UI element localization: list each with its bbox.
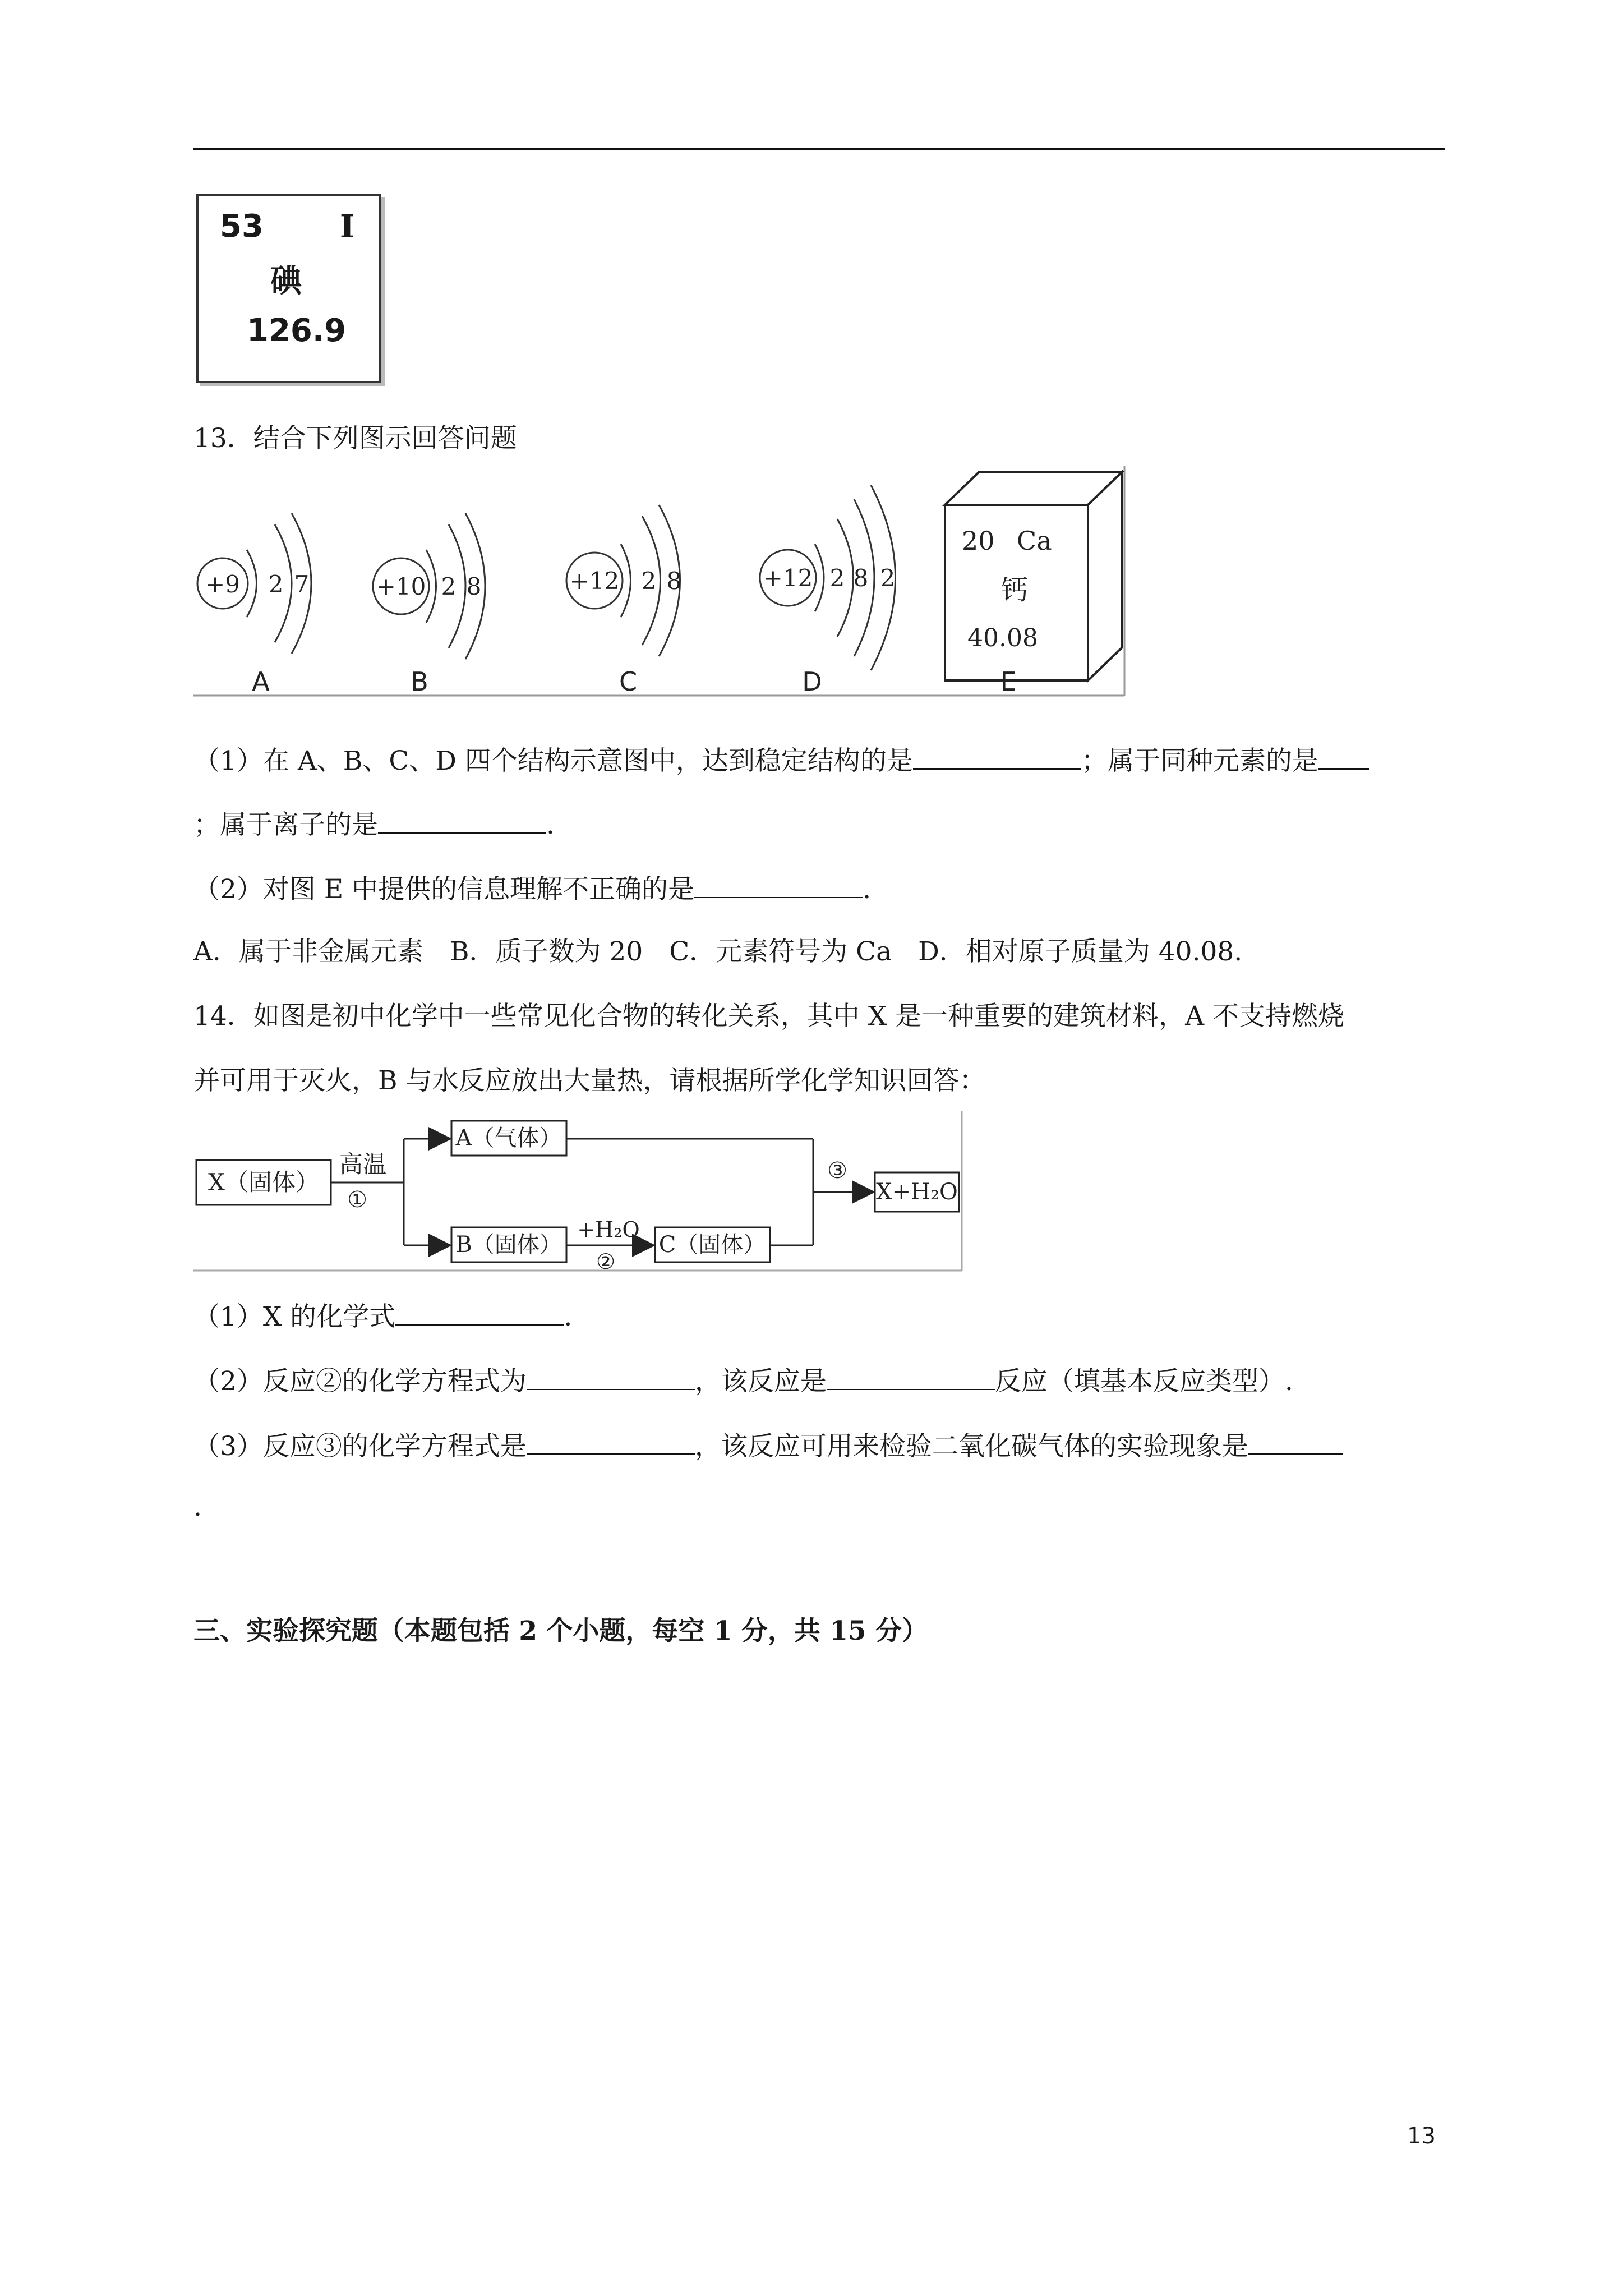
flow-step-1: ① [347,1187,367,1213]
atom-d-diagram [760,485,896,670]
flow-a-box: A（气体） [455,1125,562,1151]
flow-step-2: ② [596,1249,616,1273]
answer-blank-reaction2-equation[interactable] [527,1364,695,1390]
calcium-symbol: Ca [1017,526,1052,556]
section3-heading: 三、实验探究题（本题包括 2 个小题，每空 1 分，共 15 分） [193,1616,928,1646]
q14-part3: （3）反应③的化学方程式是 ，该反应可用来检验二氧化碳气体的实验现象是 [193,1429,1343,1464]
flow-step-3: ③ [827,1158,847,1184]
answer-blank-same-element[interactable] [1318,743,1369,770]
iodine-name: 碘 [270,263,302,300]
label-e: E [1000,666,1017,697]
flow-product-box: X+H₂O [876,1179,958,1205]
answer-blank-stable[interactable] [913,743,1081,770]
calcium-name: 钙 [1001,574,1029,606]
q13-part1-line2: ；属于离子的是 . [193,808,555,842]
q14-part2: （2）反应②的化学方程式为 ，该反应是 反应（填基本反应类型）. [193,1364,1293,1398]
calcium-atomic-number: 20 [962,526,995,556]
atom-b-diagram [373,513,485,659]
q13-options: A．属于非金属元素 B．质子数为 20 C．元素符号为 Ca D．相对原子质量为 40.08. [193,936,1243,967]
atomic-structure-diagrams [193,466,1130,701]
calcium-atomic-mass: 40.08 [967,624,1038,652]
atom-d-shell-1: 2 [829,564,845,592]
answer-blank-reaction3-equation[interactable] [527,1429,695,1455]
label-c: C [619,666,638,697]
iodine-element-card [196,194,381,383]
label-d: D [802,666,822,697]
atom-a-diagram [197,513,311,654]
atom-d-shell-3: 2 [880,564,896,592]
q13-part1-line1: （1）在 A、B、C、D 四个结构示意图中，达到稳定结构的是 ；属于同种元素的是 [193,743,1369,778]
flow-high-temp: 高温 [339,1151,387,1178]
flow-add-water: +H₂O [577,1217,640,1242]
header-rule [193,148,1445,150]
atom-a-shell-2: 7 [294,570,310,598]
atom-b-nucleus: +10 [376,573,426,600]
flow-c-box: C（固体） [658,1232,766,1258]
flow-x-box: X（固体） [208,1168,319,1196]
answer-blank-co2-phenomenon[interactable] [1248,1429,1343,1455]
element-e-cube [945,472,1122,680]
atom-c-shell-2: 8 [666,567,682,595]
atom-c-diagram [566,505,681,656]
flow-b-box: B（固体） [455,1232,562,1258]
q14-title-line2: 并可用于灭火，B 与水反应放出大量热，请根据所学化学知识回答： [193,1065,986,1096]
answer-blank-ion[interactable] [378,808,546,834]
atom-c-nucleus: +12 [569,567,620,595]
atom-a-shell-1: 2 [268,570,284,598]
atom-a-nucleus: +9 [205,570,240,598]
q13-title: 13．结合下列图示回答问题 [193,423,517,454]
label-b: B [411,666,428,697]
iodine-atomic-number: 53 [220,208,264,245]
q14-part3-end: . [193,1492,202,1522]
answer-blank-reaction-type[interactable] [827,1364,995,1390]
atom-c-shell-1: 2 [641,567,657,595]
iodine-atomic-mass: 126.9 [247,312,347,349]
q14-part1: （1）X 的化学式 . [193,1300,572,1334]
atom-d-shell-2: 8 [853,564,869,592]
atom-d-nucleus: +12 [763,564,813,592]
q14-title-line1: 14．如图是初中化学中一些常见化合物的转化关系，其中 X 是一种重要的建筑材料，A 不支持燃烧 [193,1001,1345,1032]
atom-b-shell-2: 8 [466,573,482,600]
reaction-flow-diagram [193,1111,967,1273]
answer-blank-incorrect-info[interactable] [694,872,863,898]
atom-b-shell-1: 2 [441,573,457,600]
q13-part2: （2）对图 E 中提供的信息理解不正确的是 . [193,872,871,907]
iodine-symbol: I [340,208,355,245]
page-number: 13 [1407,2123,1436,2149]
answer-blank-x-formula[interactable] [395,1300,564,1326]
label-a: A [252,666,270,697]
